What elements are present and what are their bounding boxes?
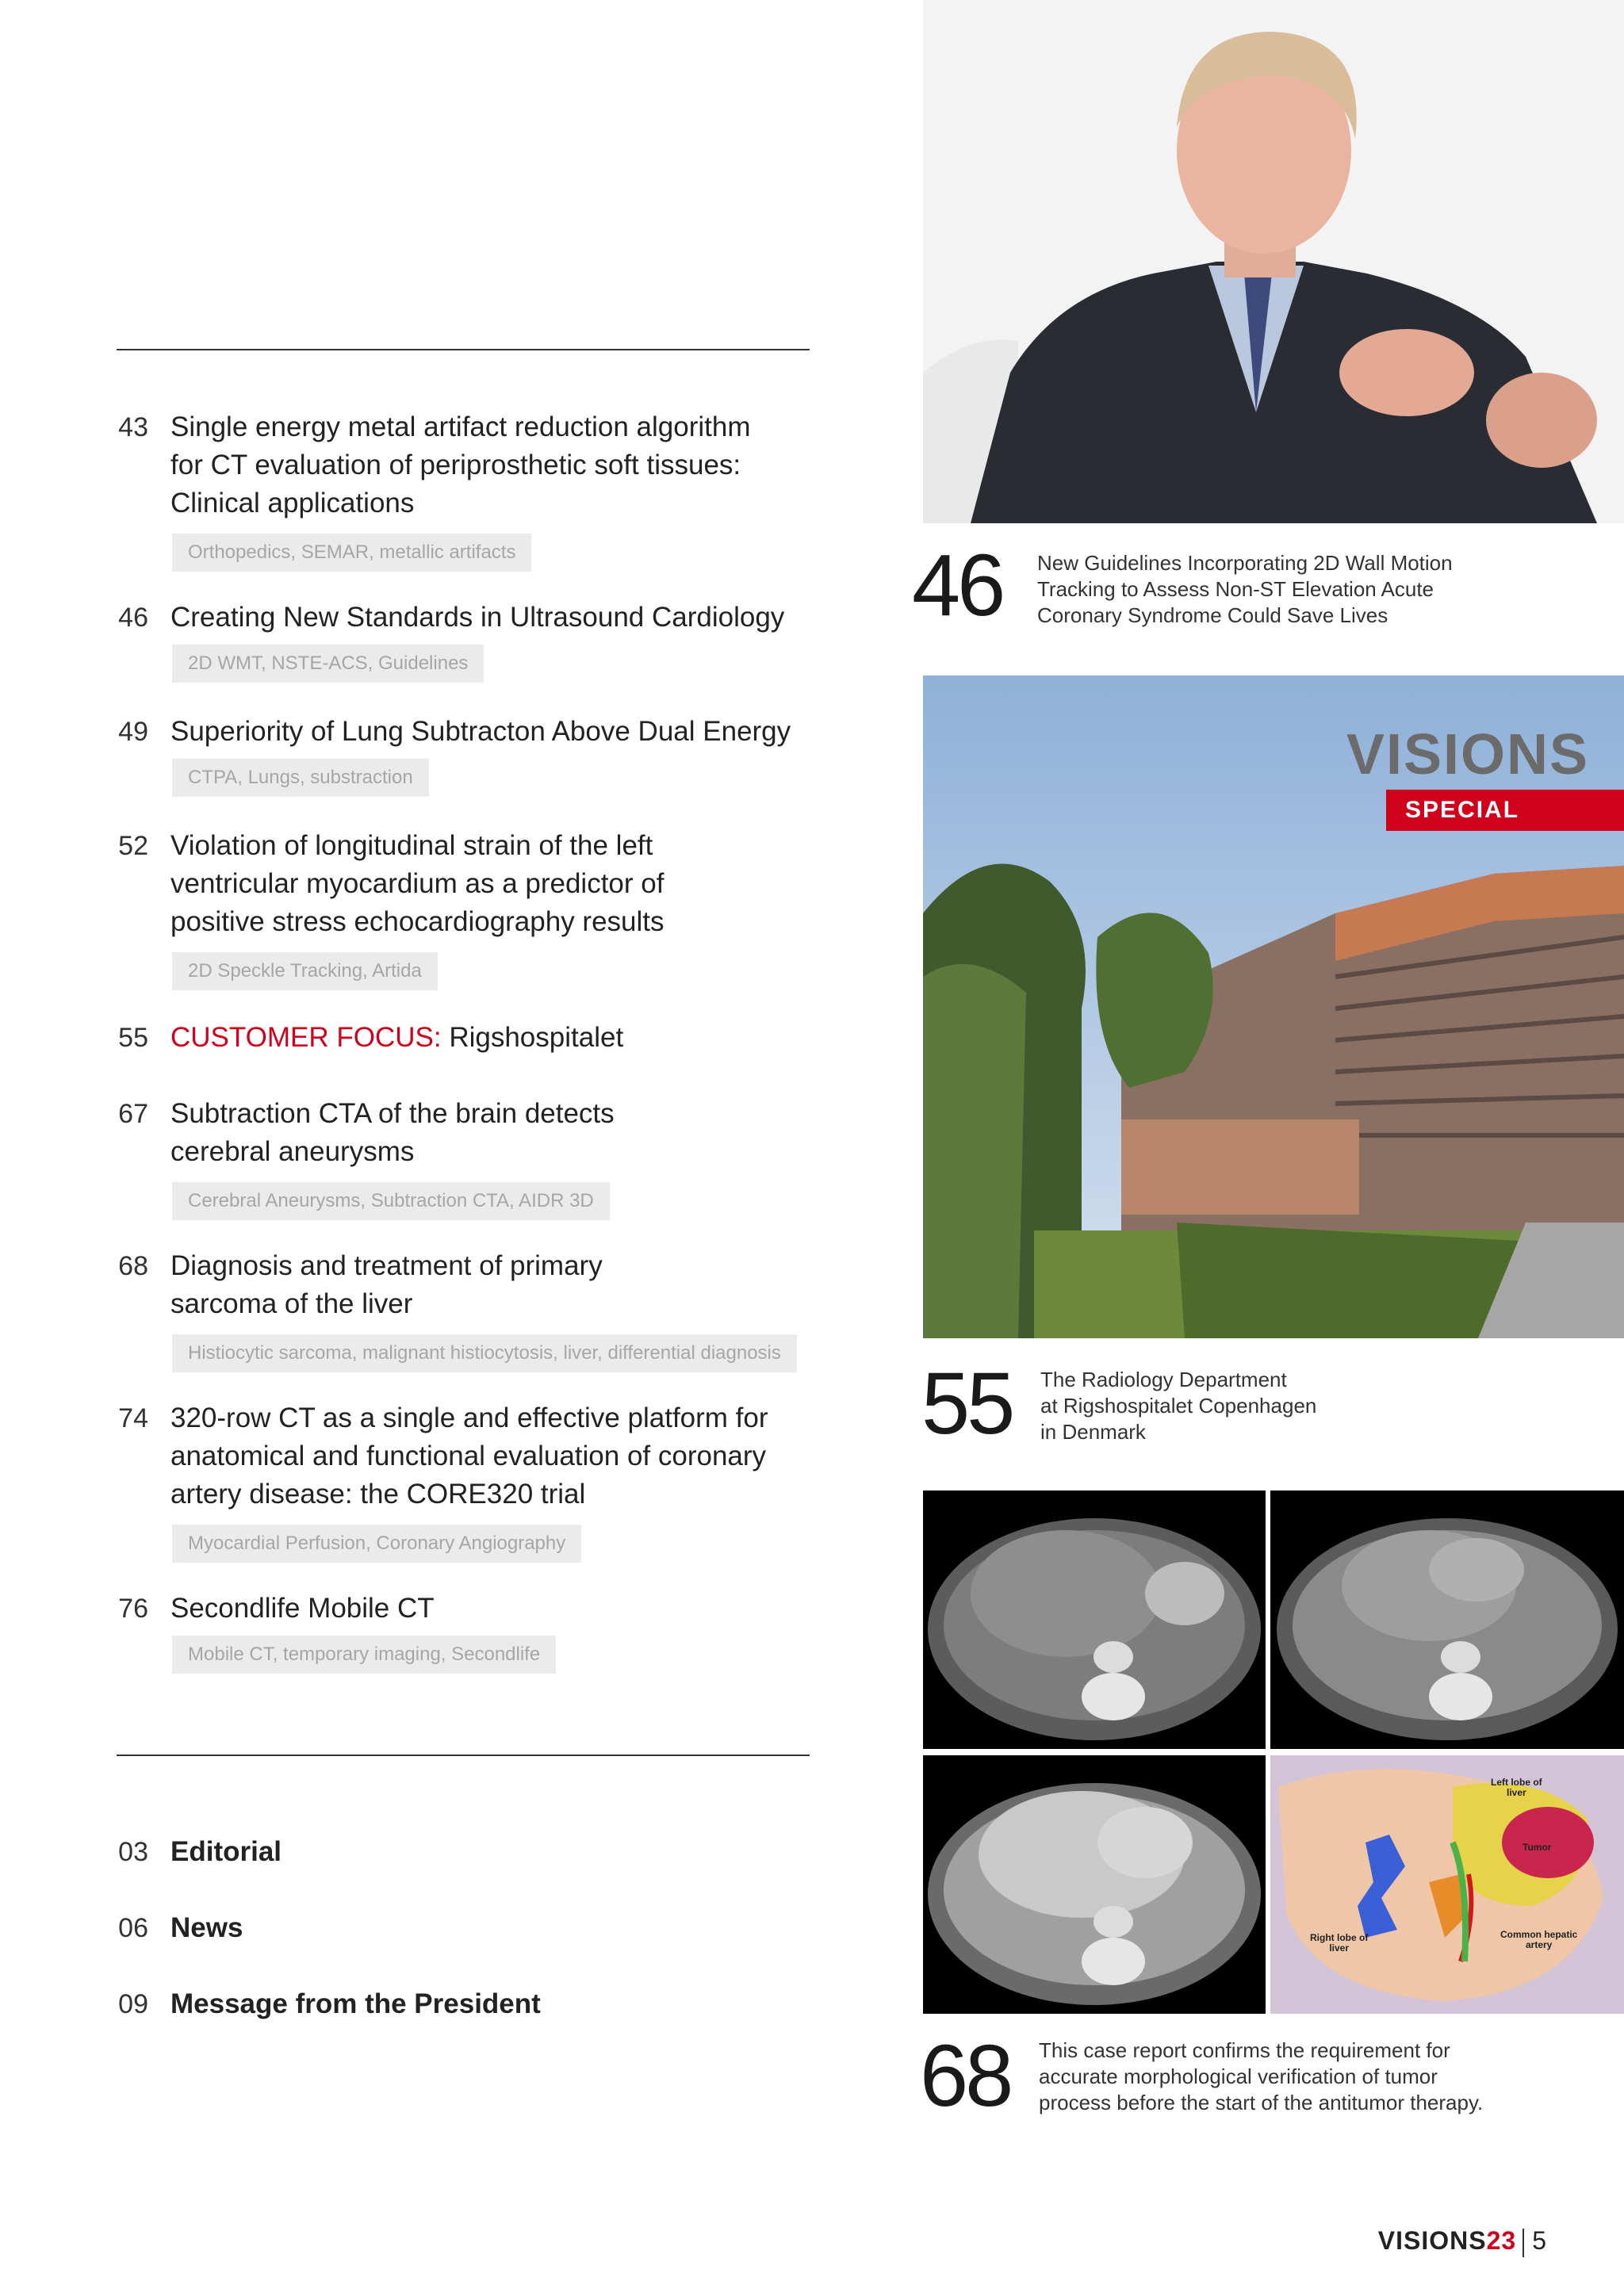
- ct-scan-1[interactable]: [923, 1490, 1266, 1749]
- entry-title: Superiority of Lung Subtracton Above Dual Energy: [170, 716, 791, 747]
- entry-title: Message from the President: [170, 1988, 541, 2019]
- customer-focus-label: CUSTOMER FOCUS:: [170, 1022, 442, 1053]
- page-number: 67: [118, 1099, 148, 1129]
- hospital-photo[interactable]: [923, 675, 1624, 1338]
- liver-label-left-lobe: Left lobe of liver: [1491, 1777, 1542, 1798]
- entry-title: Diagnosis and treatment of primary sarcoma of the liver: [170, 1250, 603, 1319]
- entry-tags: Cerebral Aneurysms, Subtraction CTA, AIDR 3D: [172, 1182, 610, 1220]
- visions-special-badge: [1296, 723, 1624, 834]
- liver-label-right-lobe: Right lobe of liver: [1310, 1932, 1369, 1954]
- top-divider: [117, 349, 810, 350]
- page-number: 49: [118, 717, 148, 747]
- footer-separator: [1522, 2229, 1524, 2257]
- portrait-photo[interactable]: [923, 0, 1624, 523]
- entry-tags: 2D Speckle Tracking, Artida: [172, 952, 438, 990]
- badge-subtitle: SPECIAL: [1386, 790, 1624, 831]
- entry-title: Editorial: [170, 1836, 282, 1867]
- page-number: 03: [118, 1837, 148, 1867]
- liver-3d-illustration: [1270, 1755, 1624, 2014]
- footer-page-number: 5: [1532, 2226, 1546, 2255]
- page-number: 43: [118, 412, 148, 442]
- page-number: 76: [118, 1594, 148, 1624]
- portrait-illustration: [923, 0, 1624, 523]
- liver-label-artery: Common hepatic artery: [1500, 1929, 1578, 1950]
- ct-scan-3[interactable]: [923, 1755, 1266, 2014]
- entry-tags: Orthopedics, SEMAR, metallic artifacts: [172, 534, 531, 572]
- feature-caption: The Radiology Department at Rigshospitalet Copenhagen in Denmark: [1040, 1368, 1317, 1444]
- ct-scan-2[interactable]: [1270, 1490, 1624, 1749]
- page-footer: [1378, 2225, 1546, 2257]
- page-number: 52: [118, 831, 148, 861]
- ct-scan-3-image: [923, 1755, 1266, 2014]
- liver-3d-model[interactable]: [1270, 1755, 1624, 2014]
- entry-title: 320-row CT as a single and effective platform for anatomical and functional evaluation of coronary artery disease: the CORE320 trial: [170, 1402, 768, 1510]
- entry-tags: CTPA, Lungs, substraction: [172, 759, 429, 797]
- page-number: 74: [118, 1403, 148, 1433]
- entry-tags: Myocardial Perfusion, Coronary Angiography: [172, 1525, 581, 1563]
- liver-label-tumor: Tumor: [1522, 1842, 1552, 1853]
- feature-caption: New Guidelines Incorporating 2D Wall Motion Tracking to Assess Non-ST Elevation Acute Coronary Syndrome Could Save Lives: [1037, 551, 1453, 627]
- footer-brand-name: VISIONS: [1377, 2226, 1487, 2255]
- ct-scan-1-image: [923, 1490, 1266, 1749]
- entry-title: Secondlife Mobile CT: [170, 1593, 435, 1624]
- badge-title: VISIONS: [1346, 723, 1589, 786]
- entry-title: News: [170, 1912, 243, 1943]
- page-number: 68: [118, 1251, 148, 1281]
- page-number: 09: [118, 1989, 148, 2019]
- page-number: 06: [118, 1913, 148, 1943]
- page-number: 46: [118, 603, 148, 633]
- footer-brand: [1378, 2226, 1516, 2255]
- feature-page-number: 68: [920, 2027, 1011, 2125]
- ct-scan-2-image: [1270, 1490, 1624, 1749]
- entry-title: Single energy metal artifact reduction algorithm for CT evaluation of periprosthetic soft tissues: Clinical applications: [170, 411, 751, 519]
- customer-focus-name: Rigshospitalet: [441, 1022, 624, 1053]
- footer-issue: 23: [1486, 2226, 1517, 2255]
- feature-page-number: 46: [912, 537, 1003, 634]
- entry-tags: Histiocytic sarcoma, malignant histiocytosis, liver, differential diagnosis: [172, 1334, 797, 1372]
- feature-page-number: 55: [921, 1355, 1013, 1452]
- entry-tags: 2D WMT, NSTE-ACS, Guidelines: [172, 645, 484, 683]
- entry-title: Violation of longitudinal strain of the left ventricular myocardium as a predictor of positive stress echocardiography results: [170, 830, 665, 937]
- entry-tags: Mobile CT, temporary imaging, Secondlife: [172, 1636, 556, 1674]
- entry-title: Creating New Standards in Ultrasound Cardiology: [170, 602, 785, 633]
- page-number: 55: [118, 1023, 148, 1053]
- bottom-divider: [117, 1755, 810, 1756]
- entry-title: Subtraction CTA of the brain detects cerebral aneurysms: [170, 1098, 615, 1167]
- entry-title: [170, 1019, 805, 1057]
- feature-caption: This case report confirms the requirement for accurate morphological verification of tumor process before the start of the antitumor therapy.: [1039, 2038, 1484, 2114]
